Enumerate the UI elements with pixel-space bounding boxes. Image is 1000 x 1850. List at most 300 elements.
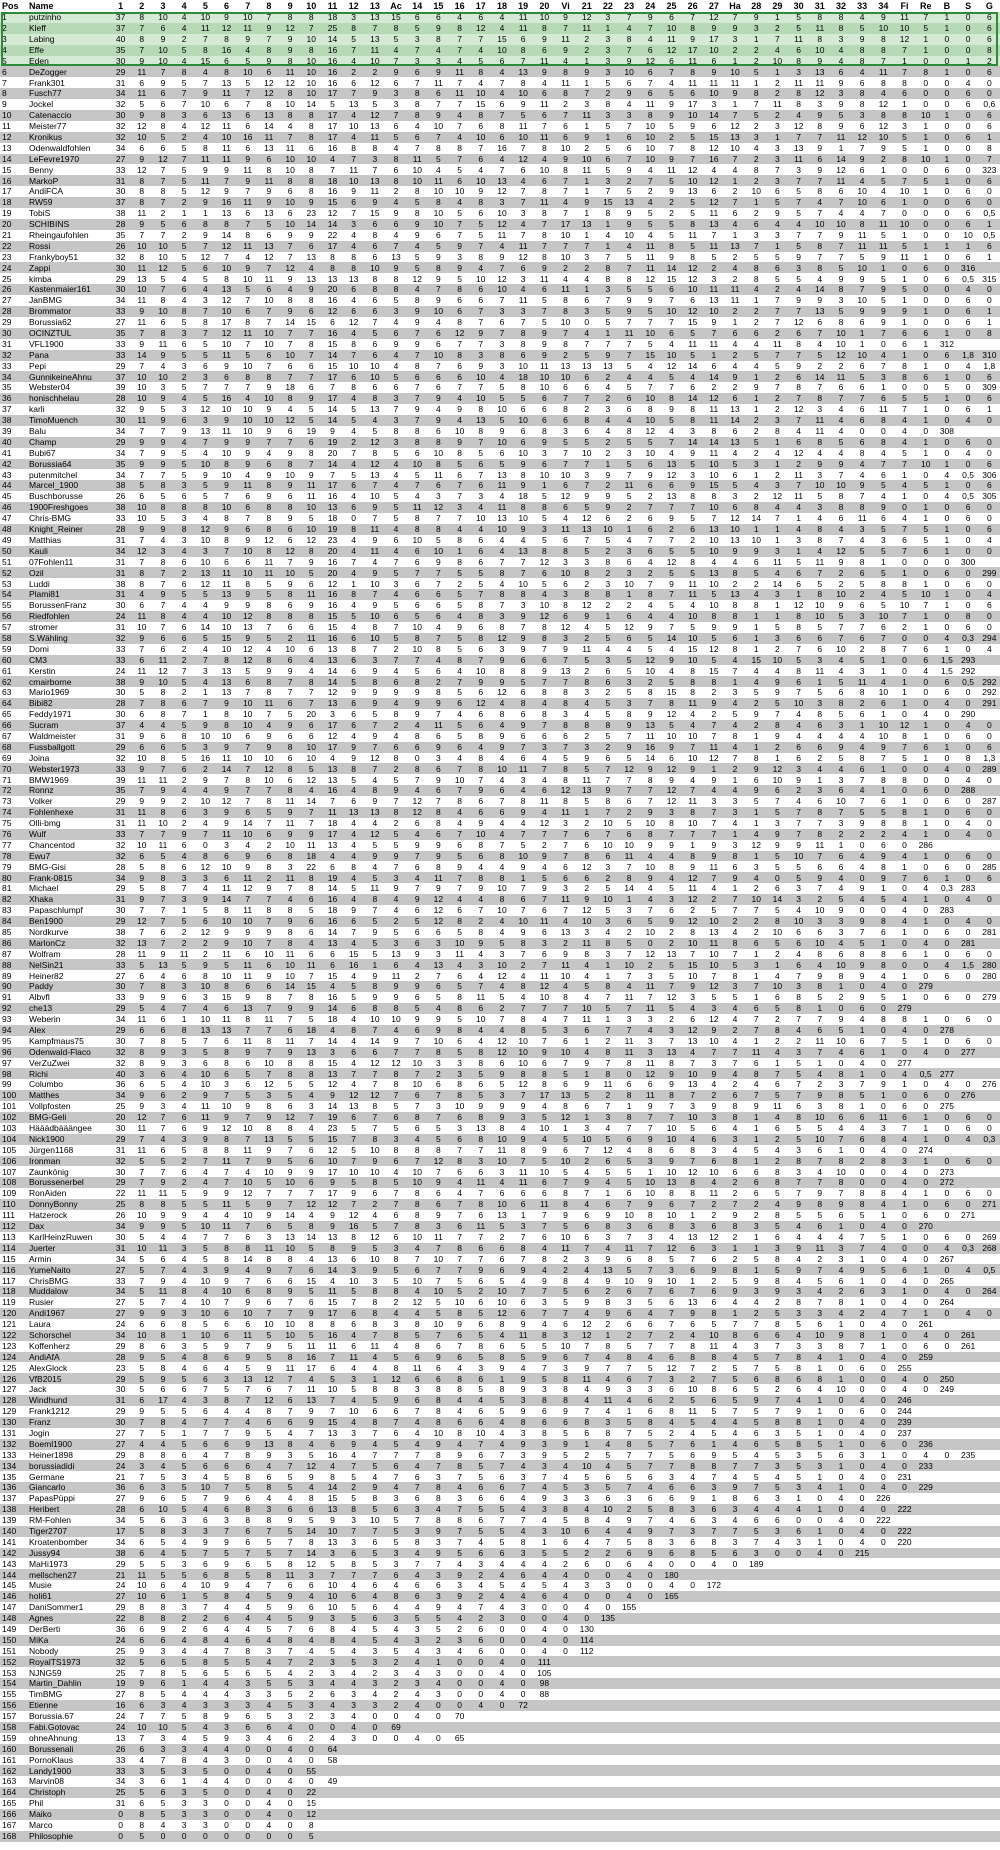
score-cell: 34 [110, 872, 131, 883]
score-cell: 7 [534, 829, 555, 840]
position-cell: 103 [2, 1123, 17, 1134]
score-cell: 8 [499, 709, 505, 720]
score-cell: 8 [266, 861, 272, 872]
score-cell: 6 [788, 938, 809, 949]
score-cell: 10 [221, 404, 232, 415]
score-cell: 4 [343, 894, 364, 905]
score-cell: 10 [645, 861, 656, 872]
score-cell: 9 [449, 241, 470, 252]
table-row [0, 578, 1000, 589]
score-cell: 6 [174, 763, 195, 774]
score-cell: 8 [216, 1047, 237, 1058]
score-cell: 10 [560, 230, 571, 240]
score-cell: 12 [497, 1035, 507, 1046]
score-cell: 1 [936, 524, 957, 535]
score-cell: 0 [965, 643, 971, 654]
score-cell: 3 [597, 110, 618, 121]
score-cell: 29 [110, 742, 131, 753]
column-header: 25 [666, 1, 677, 11]
score-cell: 12 [152, 262, 173, 273]
score-cell: 4 [746, 589, 767, 600]
score-cell: 5 [343, 34, 364, 45]
score-cell: 6 [958, 132, 979, 143]
column-header: B [943, 1, 951, 11]
score-cell: 7 [520, 186, 526, 197]
score-cell: 10 [433, 447, 444, 458]
score-cell: 10 [221, 1101, 232, 1112]
score-cell: 3 [619, 676, 640, 687]
score-cell: 7 [152, 1112, 173, 1123]
score-cell: 5 [563, 752, 568, 763]
score-cell: 7 [838, 1188, 844, 1199]
position-cell: 92 [0, 1003, 28, 1014]
score-cell: 15 [327, 622, 338, 633]
position-cell: 20 [0, 219, 28, 230]
score-cell: 11 [222, 752, 231, 763]
player-name-cell: 07Fohlen11 [29, 556, 74, 567]
score-cell: 6 [470, 546, 491, 557]
score-cell: 1 [753, 77, 759, 88]
score-cell: 4 [407, 829, 428, 840]
score-cell: 6 [541, 1188, 547, 1199]
score-cell: 1 [732, 883, 738, 894]
score-cell: 7 [788, 829, 809, 840]
score-cell: 2 [597, 393, 618, 404]
score-cell: 7 [859, 796, 865, 807]
score-cell: 1 [915, 851, 936, 862]
score-cell: 8 [817, 709, 823, 720]
score-cell: 7 [436, 513, 441, 524]
score-cell: 9 [541, 665, 547, 676]
score-cell: 5 [830, 676, 851, 687]
score-cell: 5 [131, 1156, 152, 1167]
table-row [0, 437, 1000, 448]
score-cell: 4 [322, 851, 343, 862]
table-row [0, 339, 1000, 350]
score-cell: 5 [690, 622, 696, 633]
score-cell: 2 [584, 730, 590, 741]
score-cell: 3 [436, 752, 441, 763]
score-cell: 7 [385, 110, 406, 121]
score-cell: 3 [753, 861, 759, 872]
score-cell: 5 [817, 578, 823, 589]
score-cell: 11 [709, 861, 719, 872]
score-cell: 4 [449, 1177, 470, 1188]
position-cell: 61 [2, 665, 12, 676]
score-cell: 8 [301, 175, 322, 186]
score-cell: 4 [322, 154, 343, 165]
score-cell: 5 [576, 437, 597, 448]
score-cell: 6 [944, 273, 950, 284]
score-cell: 6 [817, 1144, 823, 1155]
score-cell: 10 [285, 839, 295, 850]
score-cell: 6 [478, 121, 484, 132]
score-cell: 30 [110, 110, 131, 121]
score-cell: 11 [582, 1014, 592, 1025]
score-cell: 9 [393, 338, 399, 349]
score-cell: 8 [280, 110, 301, 121]
score-cell: 2 [746, 306, 767, 317]
score-cell: 7 [597, 829, 618, 840]
score-cell: 7 [280, 676, 301, 687]
score-cell: 2 [746, 56, 767, 67]
score-cell: 4 [457, 1188, 462, 1199]
score-cell: 1 [852, 1025, 873, 1036]
score-cell: 7 [449, 480, 470, 491]
score-cell: 10 [491, 959, 512, 970]
score-cell: 2 [669, 1014, 674, 1025]
score-cell: 9 [414, 404, 420, 415]
score-cell: 7 [902, 404, 907, 415]
score-cell: 11 [518, 295, 528, 306]
score-cell: 7 [174, 154, 195, 165]
score-cell: 8 [746, 1068, 767, 1079]
score-cell: 33 [110, 655, 131, 666]
score-cell: 31 [110, 589, 131, 600]
score-cell: 9 [152, 34, 173, 45]
score-cell: 13 [364, 12, 385, 23]
score-cell: 9 [216, 938, 237, 949]
score-cell: 7 [894, 872, 915, 883]
score-cell: 7 [555, 175, 576, 186]
score-cell: 2 [174, 34, 195, 45]
score-cell: 9 [372, 665, 378, 676]
score-cell: 5 [301, 763, 322, 774]
score-cell: 5 [457, 643, 462, 654]
score-cell: 7 [873, 633, 894, 644]
score-cell: 11 [703, 938, 724, 949]
score-cell: 4 [385, 350, 406, 361]
score-cell: 8 [746, 88, 767, 99]
score-cell: 4 [711, 556, 717, 567]
score-cell: 4 [859, 534, 865, 545]
score-cell: 6 [287, 1101, 293, 1112]
score-cell: 4 [711, 164, 717, 175]
score-cell: 2 [470, 916, 491, 927]
score-cell: 10 [513, 1047, 534, 1058]
score-cell: 1 [584, 208, 590, 219]
score-cell: 6 [436, 600, 441, 611]
score-cell: 2 [555, 350, 576, 361]
score-cell: 7 [669, 142, 674, 153]
score-cell: 7 [682, 742, 703, 753]
score-cell: 8 [152, 1199, 173, 1210]
position-cell: 40 [0, 437, 28, 448]
score-cell: 9 [711, 1101, 717, 1112]
score-cell: 29 [110, 437, 131, 448]
score-cell: 8 [852, 1199, 873, 1210]
score-cell: 7 [647, 317, 653, 328]
score-cell: 7 [796, 643, 801, 654]
score-cell: 10 [513, 88, 534, 99]
score-cell [958, 1003, 979, 1014]
score-cell: 8 [534, 633, 555, 644]
score-cell: 10 [407, 1177, 428, 1188]
score-cell: 5 [280, 1090, 301, 1101]
score-cell: 29 [115, 883, 126, 894]
score-cell: 8 [520, 1144, 526, 1155]
score-cell: 7 [520, 317, 526, 328]
score-cell: 5 [449, 1047, 470, 1058]
score-cell: 5 [605, 883, 611, 894]
score-cell: 5 [724, 959, 745, 970]
score-cell: 6 [343, 306, 364, 317]
score-cell: 8 [152, 611, 173, 622]
score-cell: 10 [470, 371, 491, 382]
score-cell: 10 [237, 567, 258, 578]
score-cell: 9 [436, 273, 441, 284]
score-cell: 11 [216, 350, 237, 361]
score-cell: 9 [131, 306, 152, 317]
score-cell: 29 [115, 360, 126, 371]
score-cell: 1 [915, 415, 936, 426]
score-cell: 9 [266, 883, 272, 894]
score-cell: 1 [181, 1014, 187, 1025]
score-cell: 1 [838, 1144, 844, 1155]
position-cell: 21 [2, 230, 12, 240]
score-cell: 9 [280, 480, 301, 491]
column-header: 29 [772, 1, 783, 11]
score-cell: 7 [478, 317, 484, 328]
score-cell: 17 [221, 317, 232, 328]
table-row [0, 883, 1000, 894]
score-cell: 3 [491, 197, 512, 208]
score-cell: 8 [796, 992, 801, 1003]
table-row [0, 219, 1000, 230]
score-cell: 6 [301, 306, 322, 317]
score-cell: 6 [195, 916, 216, 927]
score-cell: 7 [330, 382, 335, 393]
score-cell: 10 [815, 905, 825, 916]
score-cell: 5 [619, 437, 640, 448]
score-cell: 8 [343, 262, 364, 273]
score-cell: 2 [746, 1199, 767, 1210]
score-cell: 5 [449, 851, 470, 862]
score-cell: 6 [407, 546, 428, 557]
score-cell: 8 [301, 546, 322, 557]
score-cell: 8 [555, 66, 576, 77]
score-cell: 5 [372, 709, 378, 720]
table-row [0, 404, 1000, 415]
score-cell: 6 [287, 208, 293, 219]
score-cell: 7 [131, 45, 152, 56]
score-cell: 10 [619, 959, 640, 970]
score-cell: 5 [407, 611, 428, 622]
score-cell: 25 [110, 1199, 131, 1210]
score-cell: 0 [852, 1177, 873, 1188]
score-cell: 7 [534, 894, 555, 905]
score-cell: 10 [195, 981, 216, 992]
score-cell: 11 [852, 676, 873, 687]
score-cell: 7 [287, 338, 293, 349]
score-cell: 7 [661, 981, 682, 992]
score-cell: 7 [619, 1199, 640, 1210]
score-cell: 4 [838, 665, 844, 676]
score-cell: 8 [682, 807, 703, 818]
score-cell: 3 [499, 338, 505, 349]
score-cell: 30 [115, 687, 126, 698]
score-cell: 9 [160, 948, 166, 959]
score-cell: 8 [597, 1068, 618, 1079]
score-cell: 4 [280, 284, 301, 295]
score-cell: 7 [139, 230, 145, 240]
score-cell: 4 [245, 251, 251, 262]
score-cell: 1 [880, 709, 886, 720]
score-cell: 7 [407, 480, 428, 491]
score-cell: 11 [894, 12, 915, 23]
score-cell: 3 [584, 687, 590, 698]
table-row [0, 306, 1000, 317]
score-cell: 5 [767, 851, 788, 862]
score-cell: 13 [322, 938, 343, 949]
score-cell: 8 [809, 393, 830, 404]
score-cell: 6 [534, 393, 555, 404]
score-cell: 6 [584, 1101, 590, 1112]
score-cell: 6 [534, 1177, 555, 1188]
score-cell: 12 [894, 720, 915, 731]
score-cell: 12 [433, 905, 444, 916]
score-cell: 7 [449, 219, 470, 230]
score-cell: 12 [412, 273, 422, 284]
score-cell: 6 [351, 709, 357, 720]
score-cell: 7 [703, 829, 724, 840]
score-cell: 11 [582, 774, 592, 785]
score-cell: 5 [597, 1003, 618, 1014]
score-cell: 8 [690, 491, 696, 502]
score-cell: 8 [902, 1014, 907, 1025]
player-name-cell: Riedfohlen [28, 611, 110, 622]
position-cell: 33 [2, 360, 12, 371]
score-cell: 7 [152, 916, 173, 927]
score-cell: 16 [322, 45, 343, 56]
score-cell: 3 [690, 992, 696, 1003]
score-cell: 5 [746, 567, 767, 578]
score-cell: 8 [555, 1199, 576, 1210]
score-cell: 16 [322, 633, 343, 644]
score-cell: 5 [174, 1199, 195, 1210]
position-cell: 94 [0, 1025, 28, 1036]
score-cell: 1,8 [958, 350, 979, 361]
score-cell: 14 [306, 99, 317, 110]
score-cell: 3 [640, 1156, 661, 1167]
score-cell: 6 [894, 328, 915, 339]
score-cell: 12 [216, 241, 237, 252]
score-cell: 9 [640, 872, 661, 883]
score-cell: 2 [746, 175, 767, 186]
score-cell: 5 [555, 437, 576, 448]
score-cell: 9 [852, 959, 873, 970]
score-cell [936, 840, 957, 851]
score-cell: 0,5 [962, 469, 974, 480]
score-cell: 4 [669, 665, 674, 676]
score-cell: 8 [308, 338, 314, 349]
score-cell: 38 [110, 676, 131, 687]
score-cell: 7 [436, 578, 441, 589]
score-cell: 13 [327, 643, 338, 654]
score-cell: 6 [838, 513, 844, 524]
score-cell: 6 [407, 132, 428, 143]
player-name-cell: RW59 [28, 197, 110, 208]
table-row [0, 665, 1000, 676]
score-cell: 6 [626, 556, 632, 567]
score-cell: 4 [724, 655, 745, 666]
score-cell: 7 [690, 948, 696, 959]
score-cell: 7 [478, 905, 484, 916]
score-cell: 12 [709, 1014, 719, 1025]
score-cell: 3 [809, 785, 830, 796]
score-cell: 11 [518, 121, 528, 132]
score-cell: 4 [174, 23, 195, 34]
score-cell: 1 [936, 742, 957, 753]
position-cell: 23 [2, 251, 12, 262]
score-cell: 4 [174, 1068, 195, 1079]
score-cell: 13 [195, 1025, 216, 1036]
score-cell: 8 [414, 513, 420, 524]
score-cell: 1 [576, 807, 597, 818]
score-cell: 7 [520, 883, 526, 894]
score-cell: 0 [915, 567, 936, 578]
score-cell: 10 [581, 447, 592, 458]
score-cell: 5 [351, 404, 357, 415]
score-cell: 0,3 [958, 633, 979, 644]
score-cell: 4 [449, 611, 470, 622]
score-cell: 7 [796, 230, 801, 240]
score-cell: 0 [936, 807, 957, 818]
score-cell: 38 [115, 578, 126, 589]
score-cell: 11 [237, 197, 258, 208]
score-cell: 11 [131, 415, 152, 426]
table-row [0, 1145, 1000, 1156]
score-cell: 4 [690, 774, 696, 785]
score-cell: 5 [457, 208, 462, 219]
score-cell: 1 [936, 546, 957, 557]
score-cell: 7 [788, 393, 809, 404]
score-cell: 12 [687, 273, 698, 284]
score-cell: 10 [682, 655, 703, 666]
table-row [0, 1177, 1000, 1188]
score-cell: 9 [513, 1134, 534, 1145]
score-cell: 8 [880, 643, 886, 654]
score-cell: 15 [322, 197, 343, 208]
score-cell: 11 [534, 1199, 555, 1210]
score-cell: 4 [902, 905, 907, 916]
score-cell: 0 [958, 328, 979, 339]
score-cell: 7 [364, 720, 385, 731]
score-cell: 4 [457, 818, 462, 829]
score-cell: 6 [852, 633, 873, 644]
score-cell: 5 [541, 295, 547, 306]
score-cell: 10 [221, 447, 232, 458]
score-cell: 4 [753, 142, 759, 153]
score-cell: 7 [414, 77, 420, 88]
score-cell: 6 [859, 404, 865, 415]
score-cell: 11 [788, 34, 809, 45]
score-cell: 5 [372, 99, 378, 110]
score-cell: 7 [732, 665, 738, 676]
score-cell: 6 [308, 948, 314, 959]
score-cell: 7 [732, 752, 738, 763]
score-cell: 8 [541, 186, 547, 197]
score-cell: 9 [703, 698, 724, 709]
score-cell: 11 [237, 959, 258, 970]
score-cell: 9 [513, 633, 534, 644]
score-cell: 34 [115, 447, 126, 458]
score-cell: 7 [258, 306, 279, 317]
score-cell: 4 [343, 393, 364, 404]
score-cell [979, 426, 1000, 437]
score-cell: 8 [576, 567, 597, 578]
score-cell: 0 [894, 502, 915, 513]
